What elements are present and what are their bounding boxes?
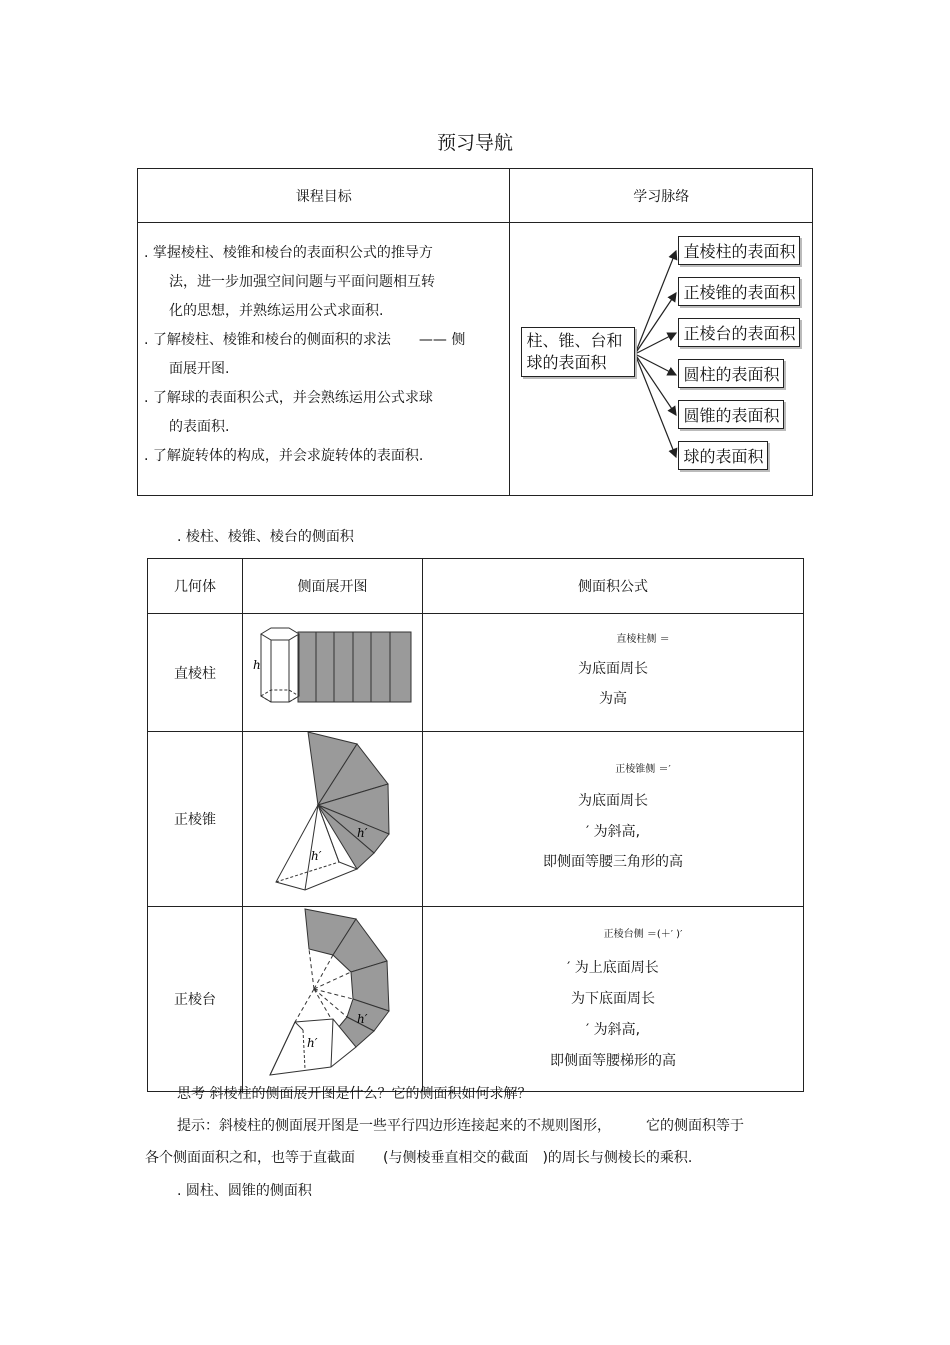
height-label: h <box>253 658 261 672</box>
slant-height-label: h′ <box>311 849 322 863</box>
goal-line: . 了解球的表面积公式，并会熟练运用公式求球 <box>144 390 433 406</box>
mindmap-root-line: 球的表面积 <box>526 353 607 372</box>
page-title: 预习导航 <box>436 132 513 154</box>
mindmap-branch: 正棱锥的表面积 <box>678 277 800 306</box>
solid-name: 直棱柱 <box>148 614 243 732</box>
solid-name: 正棱锥 <box>148 732 243 907</box>
formula-line: 为下底面周长 <box>571 991 655 1007</box>
mindmap-root <box>521 327 635 377</box>
mindmap-branch: 球的表面积 <box>678 441 768 470</box>
formula-line: 为底面周长 <box>578 661 648 677</box>
formula-cell <box>423 614 804 732</box>
solid-name: 正棱台 <box>148 907 243 1092</box>
slant-height-label: h′ <box>357 826 368 840</box>
hint-line: 各个侧面面积之和，也等于直截面 (与侧棱垂直相交的截面 )的周长与侧棱长的乘积. <box>145 1150 693 1166</box>
formula-line <box>423 760 803 776</box>
goal-line: 的表面积. <box>169 419 230 435</box>
section-heading: . 棱柱、棱锥、棱台的侧面积 <box>177 529 354 545</box>
net-figure-frustum <box>243 907 423 1092</box>
formula-line <box>423 925 803 941</box>
lateral-area-table <box>147 558 804 1092</box>
formula-line: 为底面周长 <box>578 793 648 809</box>
header-learning-context: 学习脉络 <box>510 169 813 223</box>
header-solid: 几何体 <box>148 559 243 614</box>
formula-line: ′ 为斜高, <box>585 824 641 840</box>
formula-line: 为高 <box>599 691 627 707</box>
net-figure-prism <box>243 614 423 732</box>
header-course-goals: 课程目标 <box>138 169 510 223</box>
formula-cell <box>423 907 804 1092</box>
mindmap-cell <box>510 223 813 496</box>
mindmap-branch: 圆柱的表面积 <box>678 359 784 388</box>
frustum-net-figure <box>243 907 422 1087</box>
think-question: 思考 斜棱柱的侧面展开图是什么？它的侧面积如何求解？ <box>177 1086 532 1102</box>
formula-line: ′ 为上底面周长 <box>567 960 659 976</box>
formula-main: 正棱锥侧 ＝′ <box>615 764 671 775</box>
prism-net-figure <box>243 614 422 727</box>
goals-cell <box>138 223 510 496</box>
slant-height-label: h′ <box>307 1036 318 1050</box>
goal-line: 法，进一步加强空间问题与平面问题相互转 <box>169 274 435 290</box>
goal-line: . 掌握棱柱、棱锥和棱台的表面积公式的推导方 <box>144 245 433 261</box>
goal-line: . 了解棱柱、棱锥和棱台的侧面积的求法 —— 侧 <box>144 332 466 348</box>
mindmap <box>510 223 812 495</box>
section-heading: . 圆柱、圆锥的侧面积 <box>177 1183 312 1199</box>
formula-line <box>423 630 803 646</box>
header-formula: 侧面积公式 <box>423 559 804 614</box>
mindmap-branch: 正棱台的表面积 <box>678 318 800 347</box>
net-figure-pyramid <box>243 732 423 907</box>
mindmap-branch: 圆锥的表面积 <box>678 400 784 429</box>
hint-line: 提示：斜棱柱的侧面展开图是一些平行四边形连接起来的不规则图形， 它的侧面积等于 <box>177 1118 744 1134</box>
formula-line: 即侧面等腰梯形的高 <box>550 1053 676 1069</box>
formula-line: 即侧面等腰三角形的高 <box>543 854 683 870</box>
slant-height-label: h′ <box>357 1012 368 1026</box>
mindmap-root-line: 柱、锥、台和 <box>526 331 623 350</box>
pyramid-net-figure <box>243 732 422 902</box>
header-net: 侧面展开图 <box>243 559 423 614</box>
mindmap-branch: 直棱柱的表面积 <box>678 236 800 265</box>
formula-main: 直棱柱侧 ＝ <box>616 634 670 645</box>
formula-main: 正棱台侧 ＝(＋′ )′ <box>603 929 683 940</box>
goal-line: . 了解旋转体的构成，并会求旋转体的表面积. <box>144 448 424 464</box>
goals-table <box>137 168 813 496</box>
formula-line: ′ 为斜高, <box>585 1022 641 1038</box>
goal-line: 化的思想，并熟练运用公式求面积. <box>169 303 384 319</box>
formula-cell <box>423 732 804 907</box>
goal-line: 面展开图. <box>169 361 230 377</box>
